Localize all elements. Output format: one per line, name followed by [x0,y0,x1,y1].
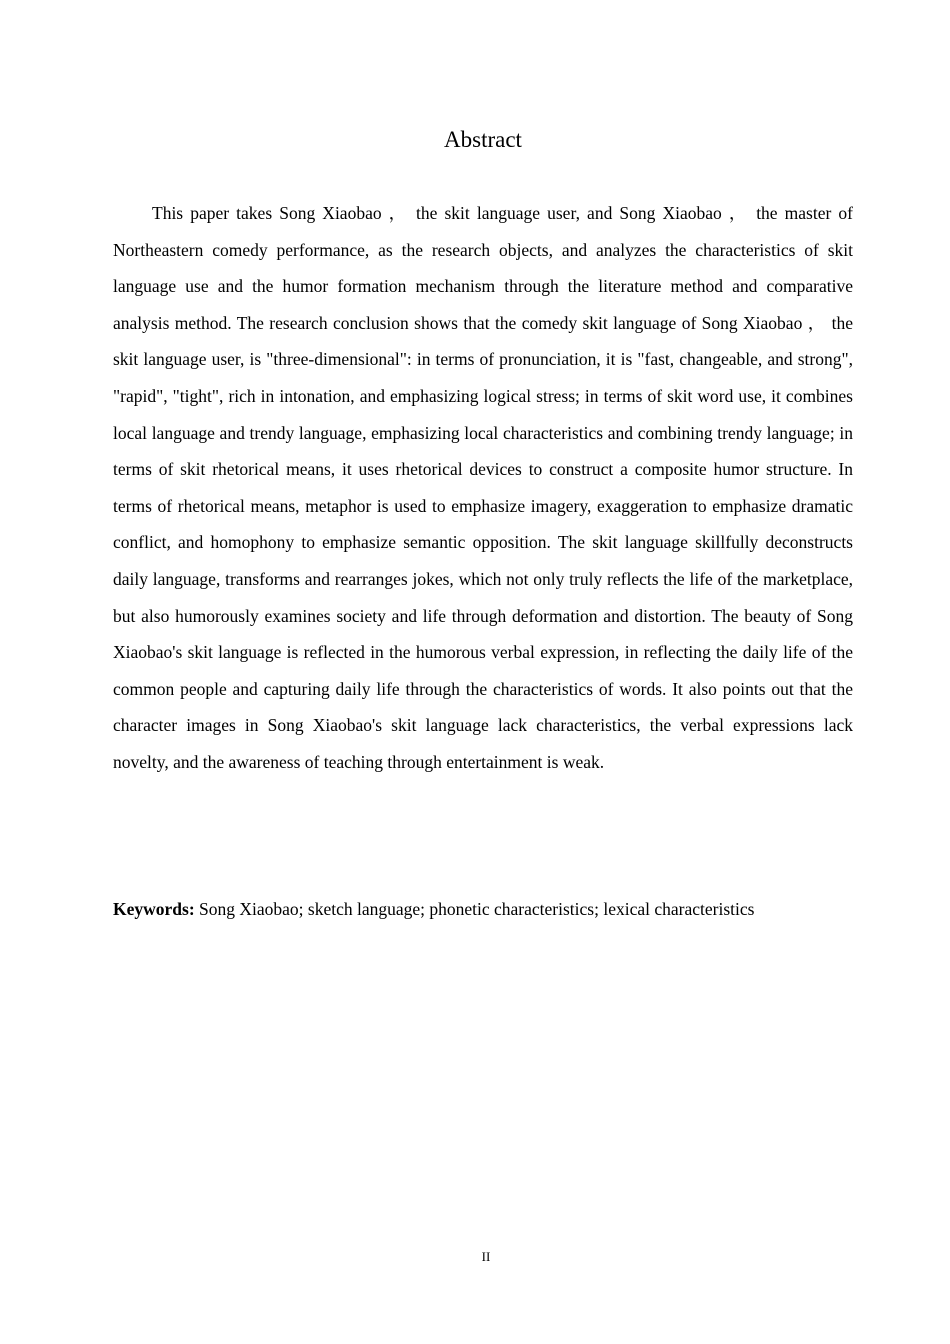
keywords-text: Song Xiaobao; sketch language; phonetic characteristics; lexical characteristics [199,899,755,919]
keywords-line [113,891,853,927]
page-number: II [481,1249,491,1264]
abstract-body: This paper takes Song Xiaobao ， the skit language user, and Song Xiaobao ， the master of Northeastern comedy performance, as the research objects, and analyzes the characteristics of skit language use and the humor formation mechanism through the literature method and comparative analysis method. The research conclusion shows that the comedy skit language of Song Xiaobao ， the skit language user, is "three-dimensional": in terms of pronunciation, it is "fast, changeable, and strong", "rapid", "tight", rich in intonation, and emphasizing logical stress; in terms of skit word use, it combines local language and trendy language, emphasizing local characteristics and combining trendy language; in terms of skit rhetorical means, it uses rhetorical devices to construct a composite humor structure. In terms of rhetorical means, metaphor is used to emphasize imagery, exaggeration to emphasize dramatic conflict, and homophony to emphasize semantic opposition. The skit language skillfully deconstructs daily language, transforms and rearranges jokes, which not only truly reflects the life of the marketplace, but also humorously examines society and life through deformation and distortion. The beauty of Song Xiaobao's skit language is reflected in the humorous verbal expression, in reflecting the daily life of the common people and capturing daily life through the characteristics of words. It also points out that the character images in Song Xiaobao's skit language lack characteristics, the verbal expressions lack novelty, and the awareness of teaching through entertainment is weak. [113,203,853,772]
keywords-label: Keywords: [113,899,195,919]
abstract-title: Abstract [444,127,522,152]
